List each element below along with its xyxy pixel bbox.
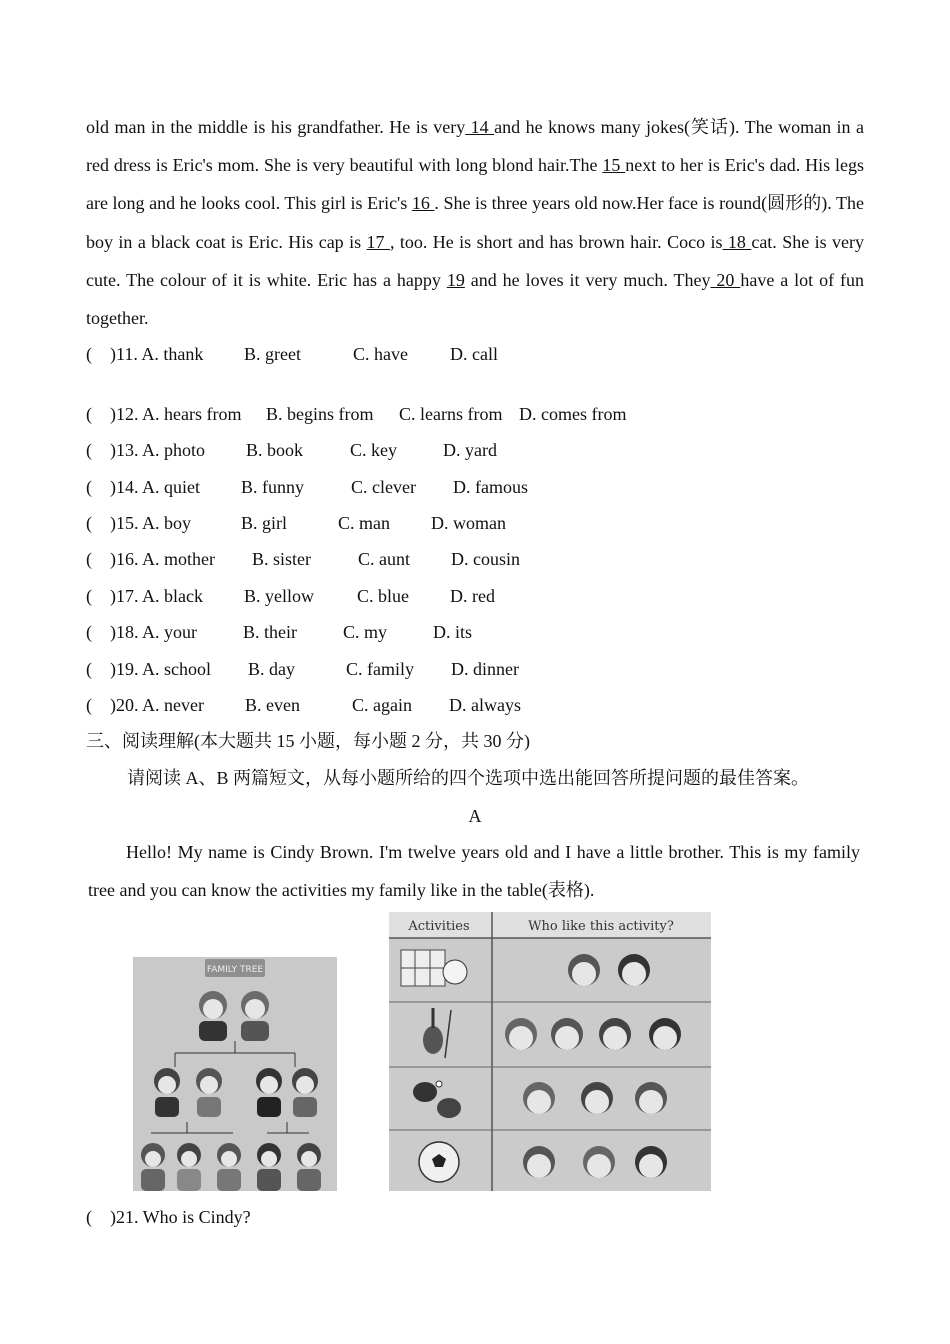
- option-b: B. their: [243, 622, 297, 642]
- option-d: D. its: [433, 622, 473, 642]
- blank-20: 20: [710, 269, 741, 290]
- question-18: [86, 620, 473, 644]
- question-14: [86, 475, 528, 499]
- option-b: B. yellow: [244, 586, 314, 606]
- question-stem: ( )13. A. photo: [86, 440, 205, 460]
- cloze-text: cat. She is very cute. The colour of it is white. Eric has a happy: [86, 231, 865, 290]
- family-tree-image: [133, 957, 337, 1191]
- option-c: C. man: [338, 513, 390, 533]
- question-stem: ( )20. A. never: [86, 695, 204, 715]
- option-c: C. key: [350, 440, 397, 460]
- option-d: D. famous: [453, 477, 528, 497]
- option-d: D. call: [450, 344, 498, 364]
- option-c: C. learns from: [399, 404, 503, 424]
- option-c: C. my: [343, 622, 388, 642]
- option-d: D. comes from: [519, 404, 627, 424]
- option-d: D. cousin: [451, 549, 520, 569]
- option-b: B. funny: [241, 477, 304, 497]
- option-b: B. greet: [244, 344, 301, 364]
- option-c: C. family: [346, 659, 414, 679]
- option-b: B. sister: [252, 549, 312, 569]
- question-stem: ( )14. A. quiet: [86, 477, 200, 497]
- question-15: [86, 511, 506, 535]
- blank-14: 14: [465, 117, 495, 137]
- activities-table-illustration: [389, 912, 711, 1191]
- blank-15: 15: [602, 155, 626, 176]
- cloze-text: and he loves it very much. They: [464, 269, 711, 290]
- cloze-text: , too. He is short and has brown hair. Coco is: [389, 231, 723, 252]
- question-stem: ( )16. A. mother: [86, 549, 215, 569]
- table-header-who: Who like this activity?: [528, 919, 674, 934]
- question-stem: ( )11. A. thank: [86, 344, 204, 364]
- blank-18: 18: [722, 231, 752, 252]
- activities-table-image: [389, 912, 711, 1191]
- section-title: 三、阅读理解(本大题共 15 小题，每小题 2 分，共 30 分): [86, 731, 530, 751]
- question-stem: ( )19. A. school: [86, 659, 211, 679]
- question-20: [86, 693, 521, 717]
- passage-a: Hello! My name is Cindy Brown. I'm twelve years old and I have a little brother. This is my family tree and you can know the activities my family like in the table(表格).: [88, 842, 860, 900]
- question-17: [86, 584, 495, 608]
- table-header-activities: Activities: [408, 919, 470, 934]
- cloze-text: and he knows many jokes(笑话). The woman in a red dress is Eric's mom. She is very beautiful with long blond hair.The: [86, 117, 865, 176]
- cloze-text: have a lot of fun together.: [86, 269, 865, 329]
- question-stem: ( )17. A. black: [86, 586, 203, 606]
- question-21: ( )21. Who is Cindy?: [86, 1207, 251, 1227]
- option-d: D. yard: [443, 440, 497, 460]
- cloze-passage: [86, 108, 864, 337]
- question-stem: ( )12. A. hears from: [86, 404, 242, 424]
- question-11: [86, 342, 498, 366]
- option-d: D. always: [449, 695, 521, 715]
- option-c: C. blue: [357, 586, 409, 606]
- option-d: D. woman: [431, 513, 506, 533]
- passage-label: A: [468, 806, 482, 826]
- question-16: [86, 547, 520, 571]
- question-stem: ( )18. A. your: [86, 622, 197, 642]
- option-d: D. red: [450, 586, 495, 606]
- question-13: [86, 438, 497, 462]
- family-tree-label: FAMILY TREE: [206, 965, 264, 975]
- option-c: C. again: [352, 695, 412, 715]
- option-c: C. aunt: [358, 549, 410, 569]
- option-b: B. even: [245, 695, 300, 715]
- blank-17: 17: [366, 231, 390, 252]
- cloze-text: old man in the middle is his grandfather. He is very: [86, 117, 466, 137]
- question-12: [86, 402, 627, 426]
- cloze-text: next to her is Eric's dad. His legs are long and he looks cool. This girl is Eric's: [86, 155, 865, 214]
- section-instruction: 请阅读 A、B 两篇短文，从每小题所给的四个选项中选出能回答所提问题的最佳答案。: [127, 768, 810, 788]
- option-b: B. girl: [241, 513, 288, 533]
- question-19: [86, 657, 519, 681]
- family-tree-illustration: [133, 957, 337, 1191]
- blank-16: 16: [411, 193, 435, 214]
- option-b: B. begins from: [266, 404, 374, 424]
- blank-19: 19: [446, 269, 465, 290]
- option-c: C. clever: [351, 477, 416, 497]
- option-b: B. book: [246, 440, 304, 460]
- option-c: C. have: [353, 344, 408, 364]
- option-d: D. dinner: [451, 659, 519, 679]
- cloze-text: . She is three years old now.Her face is round(圆形的). The boy in a black coat is Eric. His cap is: [86, 193, 865, 252]
- question-stem: ( )15. A. boy: [86, 513, 191, 533]
- option-b: B. day: [248, 659, 295, 679]
